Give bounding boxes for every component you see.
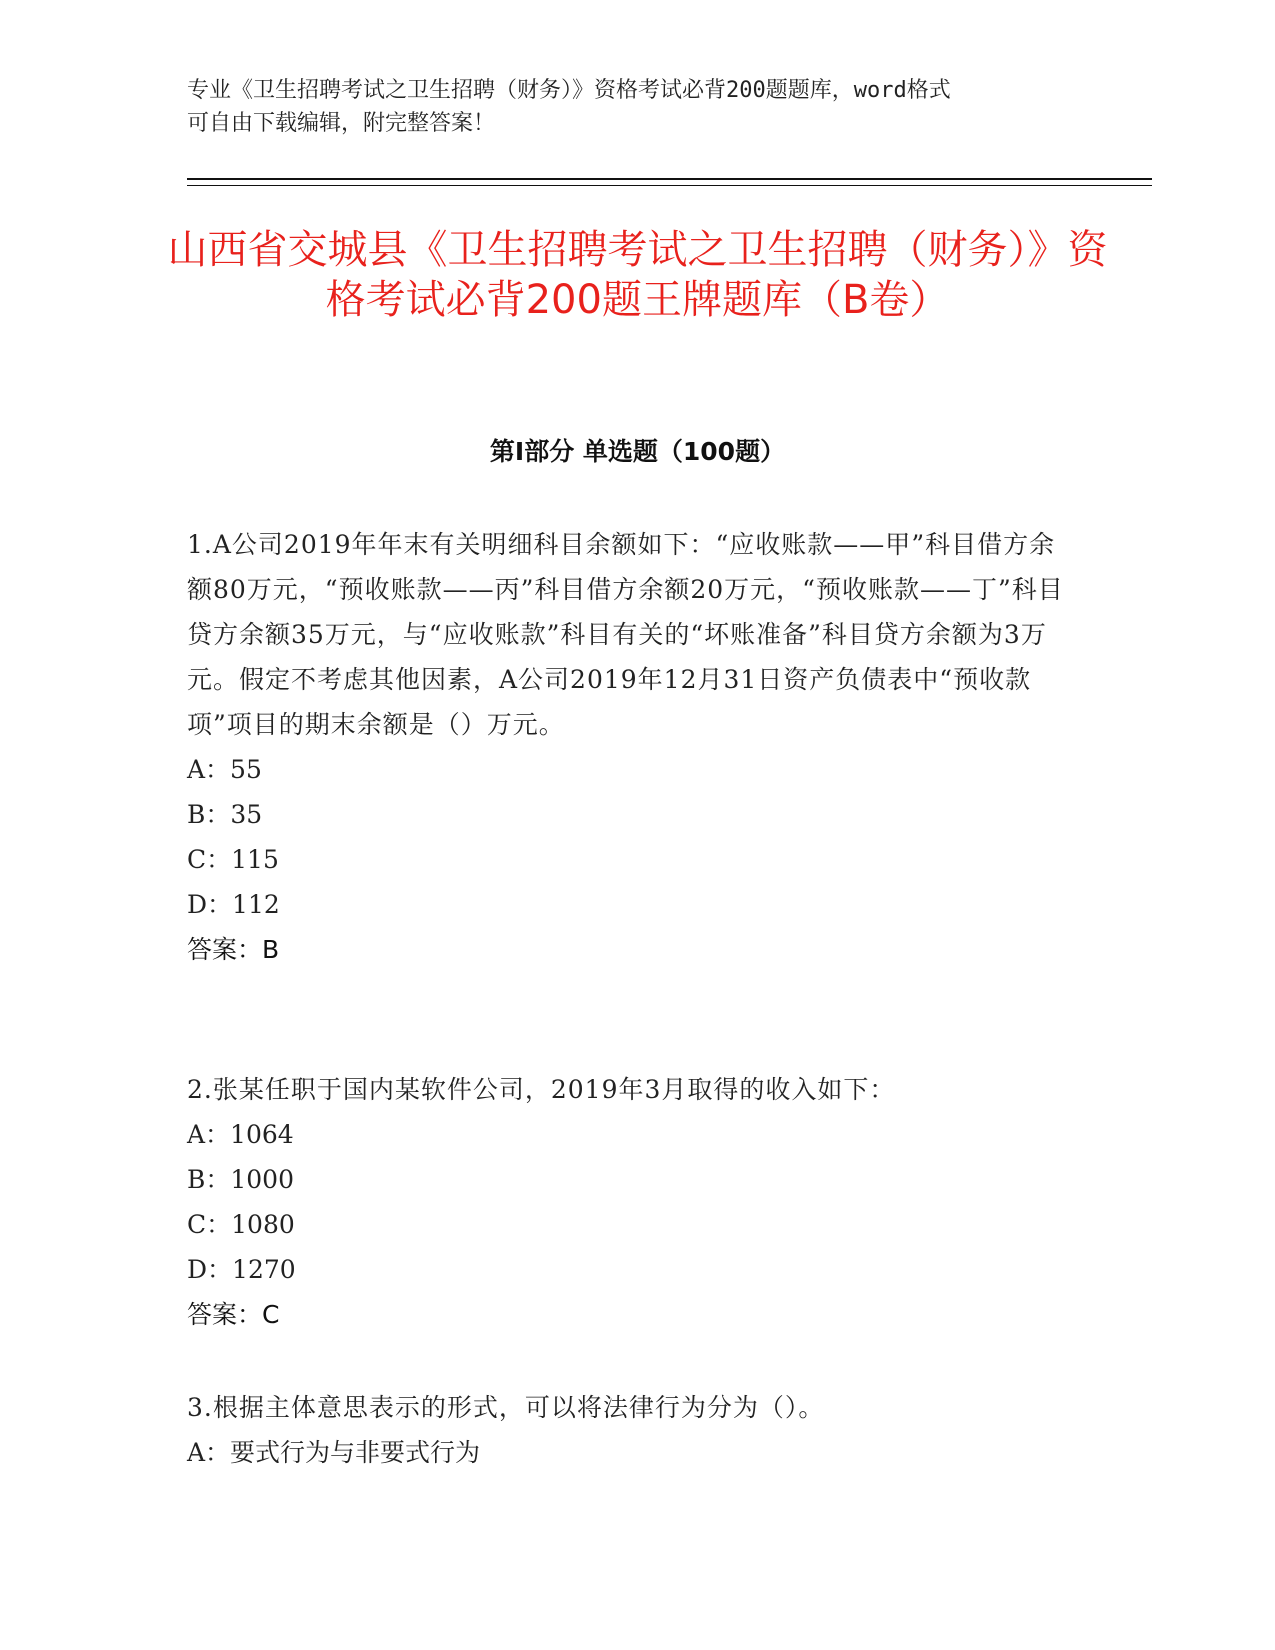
- question-1: [187, 522, 1067, 972]
- header-note-line-1: 专业《卫生招聘考试之卫生招聘（财务）》资格考试必背200题题库，word格式: [187, 78, 951, 103]
- option-b: B：35: [187, 800, 263, 829]
- option-c: C：1080: [187, 1210, 295, 1239]
- answer-line: 答案：C: [187, 1300, 280, 1329]
- section-title: 第I部分 单选题（100题）: [489, 437, 786, 466]
- answer-line: 答案：B: [187, 935, 280, 964]
- header-note: [187, 74, 1087, 140]
- option-a: A：1064: [187, 1120, 294, 1149]
- option-b: B：1000: [187, 1165, 294, 1194]
- header-note-line-2: 可自由下载编辑，附完整答案！: [187, 111, 496, 136]
- header-divider-thick: [187, 178, 1152, 180]
- question-stem: 2.张某任职于国内某软件公司，2019年3月取得的收入如下：: [187, 1075, 896, 1104]
- document-title: 山西省交城县《卫生招聘考试之卫生招聘（财务）》资格考试必背200题王牌题库（B卷）: [167, 227, 1108, 323]
- question-3: [187, 1385, 1067, 1475]
- option-a: A：要式行为与非要式行为: [187, 1438, 481, 1467]
- question-stem: 3.根据主体意思表示的形式，可以将法律行为分为（）。: [187, 1393, 825, 1422]
- option-d: D：1270: [187, 1255, 296, 1284]
- option-a: A：55: [187, 755, 262, 784]
- question-2: [187, 1067, 1067, 1337]
- option-c: C：115: [187, 845, 279, 874]
- header-divider-thin: [187, 185, 1152, 186]
- option-d: D：112: [187, 890, 280, 919]
- question-stem: 1.A公司2019年年末有关明细科目余额如下：“应收账款——甲”科目借方余额80万元，“预收账款——丙”科目借方余额20万元，“预收账款——丁”科目贷方余额35万元，与“应收账款”科目有关的“坏账准备”科目贷方余额为3万元。假定不考虑其他因素，A公司2019年12月31日资产负债表中“预收款项”项目的期末余额是（）万元。: [187, 530, 1064, 739]
